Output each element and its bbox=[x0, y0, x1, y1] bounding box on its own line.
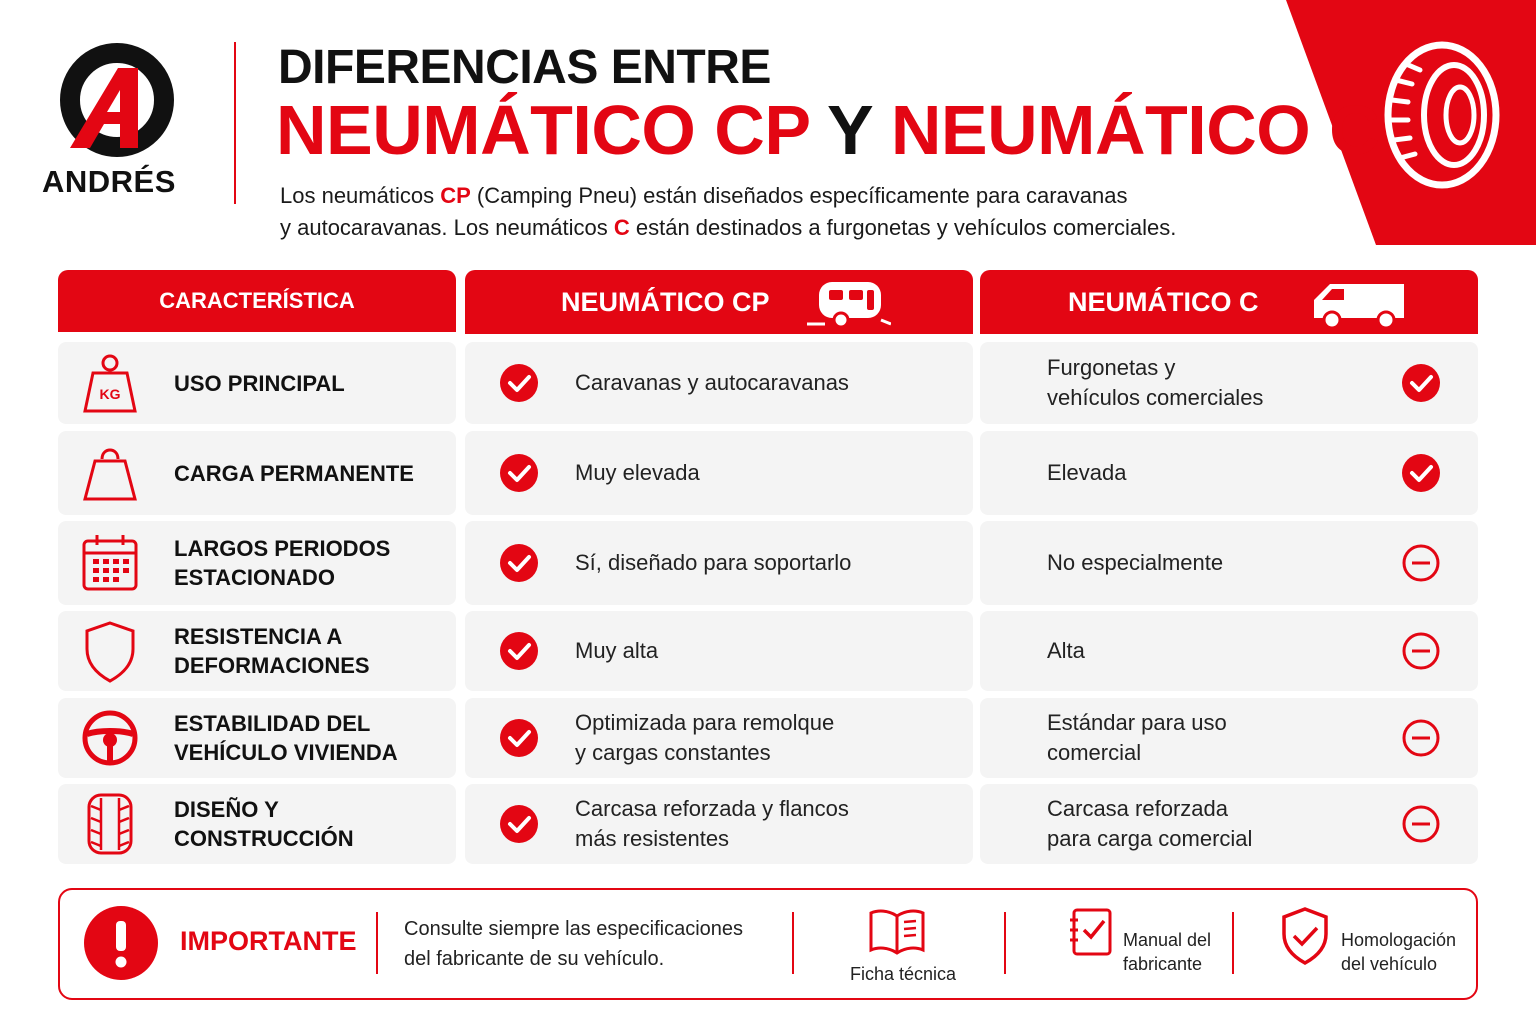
page-title-line1: DIFERENCIAS ENTRE bbox=[278, 41, 771, 94]
important-note: Consulte siempre las especificaciones del fabricante de su vehículo. bbox=[404, 918, 744, 970]
cp-value: Carcasa reforzada y flancos más resistentes bbox=[575, 796, 849, 851]
steering-wheel-icon bbox=[81, 706, 139, 770]
c-value: Estándar para uso comercial bbox=[1047, 710, 1227, 765]
checklist-icon bbox=[1068, 906, 1114, 958]
footer-divider bbox=[1004, 912, 1006, 974]
van-icon bbox=[1310, 276, 1408, 330]
page-title-line2 bbox=[276, 90, 1379, 170]
footer-item-label: Ficha técnica bbox=[850, 964, 957, 984]
shield-check-icon bbox=[1280, 906, 1330, 966]
c-value: Carcasa reforzada para carga comercial bbox=[1047, 796, 1253, 851]
weight-kg-icon bbox=[81, 351, 139, 415]
book-icon bbox=[868, 906, 926, 956]
minus-icon bbox=[1401, 718, 1441, 758]
footer-divider bbox=[376, 912, 378, 974]
exclamation-icon bbox=[84, 906, 158, 980]
cp-value: Muy alta bbox=[575, 638, 659, 663]
minus-icon bbox=[1401, 804, 1441, 844]
c-value: Furgonetas y vehículos comerciales bbox=[1047, 355, 1264, 410]
cp-value: Sí, diseñado para soportarlo bbox=[575, 550, 852, 575]
important-label: IMPORTANTE bbox=[180, 926, 357, 956]
footer-item-label: Homologación del vehículo bbox=[1341, 930, 1457, 974]
check-icon bbox=[499, 631, 539, 671]
cp-value: Caravanas y autocaravanas bbox=[575, 370, 849, 395]
c-value: No especialmente bbox=[1047, 550, 1224, 575]
check-icon bbox=[499, 804, 539, 844]
row-label: LARGOS PERIODOS ESTACIONADO bbox=[174, 536, 391, 590]
check-icon bbox=[499, 453, 539, 493]
check-icon bbox=[499, 363, 539, 403]
row-label: CARGA PERMANENTE bbox=[174, 460, 414, 486]
check-icon bbox=[1401, 363, 1441, 403]
table-cell-cp bbox=[465, 431, 973, 515]
weight-icon bbox=[81, 441, 139, 505]
tire-tread-icon bbox=[81, 792, 139, 856]
header-cp: NEUMÁTICO CP bbox=[465, 270, 973, 334]
row-label: RESISTENCIA A DEFORMACIONES bbox=[174, 624, 370, 678]
intro-text: Los neumáticos CP (Camping Pneu) están diseñados específicamente para caravanas y autocaravanas. Los neumáticos C están destinados a furgonetas y vehículos comerciales. bbox=[280, 183, 1177, 240]
c-value: Elevada bbox=[1047, 460, 1127, 485]
c-value: Alta bbox=[1047, 638, 1085, 663]
footer-divider bbox=[1232, 912, 1234, 974]
check-icon bbox=[499, 718, 539, 758]
title-cp: NEUMÁTICO CP bbox=[276, 91, 810, 169]
title-y: Y bbox=[826, 91, 872, 169]
cp-value: Muy elevada bbox=[575, 460, 700, 485]
footer-item-label: Manual del fabricante bbox=[1123, 930, 1212, 974]
minus-icon bbox=[1401, 543, 1441, 583]
check-icon bbox=[1401, 453, 1441, 493]
tire-icon bbox=[1382, 40, 1502, 190]
svg-text:KG: KG bbox=[99, 386, 121, 402]
title-c: NEUMÁTICO C bbox=[890, 91, 1380, 169]
table-cell-cp bbox=[465, 611, 973, 691]
check-icon bbox=[499, 543, 539, 583]
minus-icon bbox=[1401, 631, 1441, 671]
cp-value: Optimizada para remolque y cargas constantes bbox=[575, 710, 835, 765]
header-divider bbox=[234, 42, 236, 204]
caravan-icon bbox=[807, 276, 891, 330]
row-label: ESTABILIDAD DEL VEHÍCULO VIVIENDA bbox=[174, 711, 398, 765]
row-label: DISEÑO Y CONSTRUCCIÓN bbox=[174, 797, 354, 851]
header-c: NEUMÁTICO C bbox=[980, 270, 1478, 334]
brand-name: ANDRÉS bbox=[42, 164, 176, 199]
row-label: USO PRINCIPAL bbox=[174, 370, 345, 396]
footer-divider bbox=[792, 912, 794, 974]
shield-icon bbox=[81, 619, 139, 683]
header-feature: CARACTERÍSTICA bbox=[58, 270, 456, 332]
calendar-icon bbox=[81, 531, 139, 595]
